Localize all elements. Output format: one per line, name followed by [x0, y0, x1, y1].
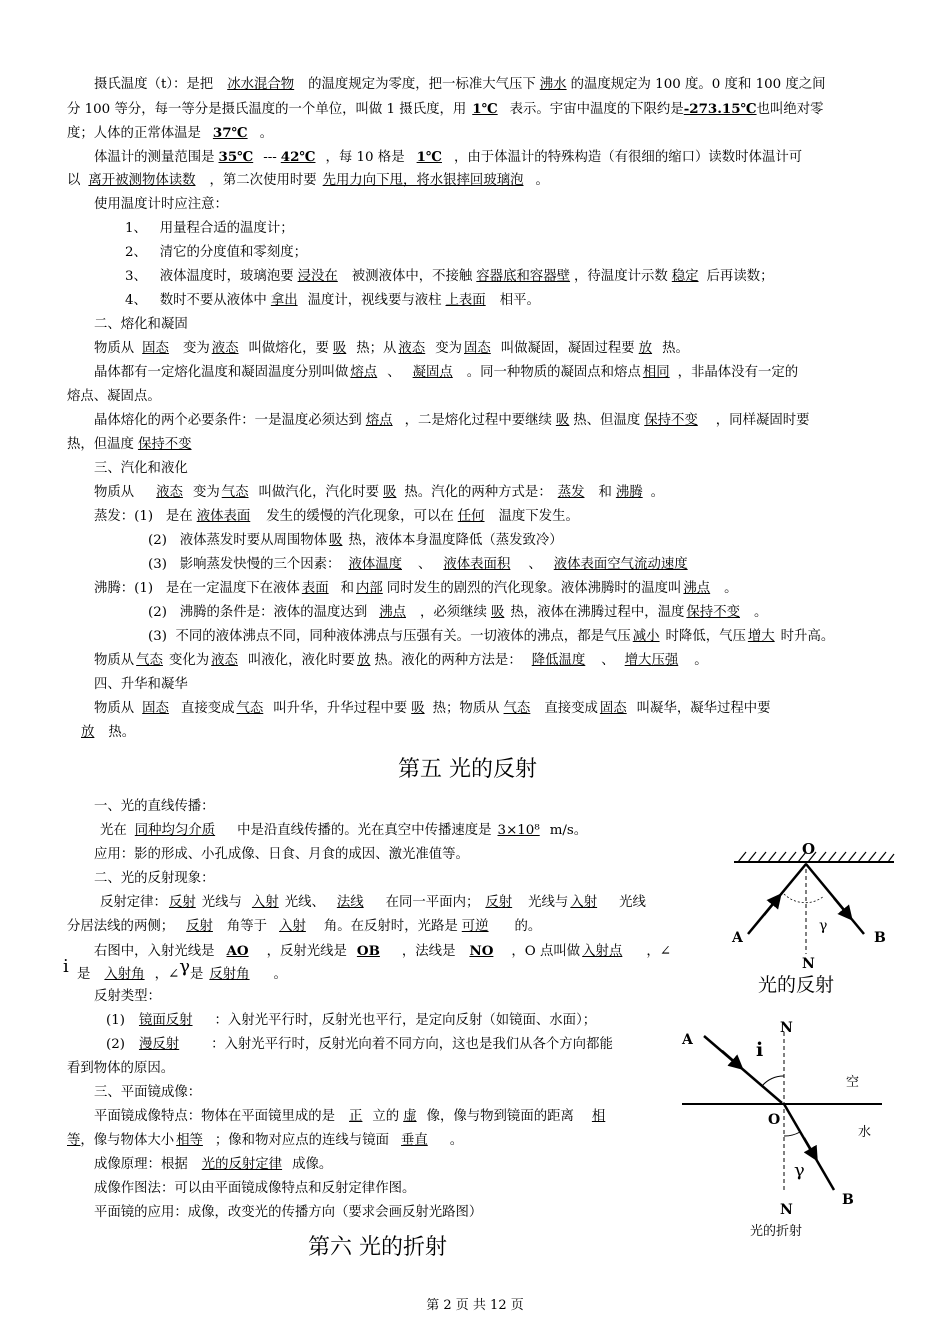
angle-arc	[784, 1132, 800, 1136]
blank-answer: 保持不变	[137, 437, 192, 452]
blank-answer: 虚	[403, 1109, 417, 1124]
label-a: A	[732, 930, 743, 946]
blank-answer: 固态	[142, 341, 169, 356]
blank-answer: 反射	[485, 895, 513, 910]
text-line: (3) 不同的液体沸点不同，同种液体沸点与压强有关。一切液体的沸点，都是气压 减小 时降低，气压 增大 时升高。	[148, 629, 835, 644]
text-line: 分居法线的两侧； 反射 角等于 入射 角。在反射时，光路是 可逆 的。	[67, 919, 542, 934]
blank-answer: 吸	[332, 341, 347, 356]
text-line: 平面镜成像特点：物体在平面镜里成的是 正 立的 虚 像，像与物到镜面的距离 相	[94, 1109, 606, 1124]
blank-answer: 3×10⁸	[497, 823, 540, 838]
arrow-icon	[804, 1138, 814, 1155]
blank-answer: 吸	[329, 533, 343, 548]
text-line: 分 100 等分，每一等分是摄氏温度的一个单位，叫做 1 摄氏度，用 1℃ 表示。宇宙中温度的下限约是-273.15℃也叫绝对零	[67, 101, 824, 117]
text-line: 体温计的测量范围是 35℃ --- 42℃ ，每 10 格是 1℃ ，由于体温计的特殊构造（有很细的缩口）读数时体温计可	[94, 149, 803, 165]
blank-answer: AO	[226, 943, 249, 959]
blank-answer: 1℃	[416, 149, 442, 165]
blank-answer: 保持不变	[686, 605, 740, 620]
text-line: 物质从 固态 直接变成 气态 叫升华，升华过程中要 吸 热；物质从 气态 直接变成 固态 叫凝华，凝华过程中要	[94, 701, 771, 716]
blank-answer: 凝固点	[412, 365, 453, 380]
blank-answer: 任何	[457, 509, 485, 524]
blank-answer: 吸	[490, 605, 505, 620]
blank-answer: 液体表面	[196, 509, 251, 524]
label-a: A	[682, 1032, 693, 1048]
blank-answer: 冰水混合物	[227, 77, 295, 92]
blank-answer: 吸	[411, 701, 425, 716]
label-n-bottom: N	[780, 1202, 793, 1218]
blank-answer: 反射	[186, 919, 213, 934]
blank-answer: 沸水	[539, 77, 567, 92]
blank-answer: 容器底和容器壁	[476, 269, 571, 284]
text-line: 使用温度计时应注意：	[94, 197, 228, 212]
blank-answer: 内部	[356, 581, 383, 596]
blank-answer: 可逆	[461, 919, 489, 934]
section-heading: 一、光的直线传播：	[94, 799, 215, 814]
page-footer: 第 2 页 共 12 页	[426, 1298, 524, 1313]
text-line: (1) 镜面反射 ：入射光平行时，反射光也平行，是定向反射（如镜面、水面）；	[106, 1013, 597, 1028]
blank-answer: 稳定	[671, 269, 699, 284]
blank-answer: 漫反射	[138, 1037, 180, 1052]
text-line: 反射定律： 反射 光线与 入射 光线、 法线 在同一平面内； 反射 光线与 入射 光线	[100, 895, 646, 910]
list-item: 4、 数时不要从液体中 拿出 温度计，视线要与液柱 上表面 相平。	[125, 293, 540, 308]
blank-answer: 法线	[336, 895, 364, 910]
text-line: (2) 液体蒸发时要从周围物体 吸 热，液体本身温度降低（蒸发致冷）	[148, 533, 563, 548]
blank-answer: 液态	[398, 341, 426, 356]
figure-caption: 光的折射	[750, 1224, 803, 1239]
text-line: 应用：影的形成、小孔成像、日食、月食的成因、激光准值等。	[94, 847, 469, 862]
blank-answer: 入射	[570, 895, 598, 910]
blank-answer: 吸	[555, 413, 570, 428]
section-heading: 四、升华和凝华	[94, 677, 188, 692]
blank-answer: 放	[81, 725, 95, 740]
blank-answer: 增大	[747, 629, 775, 644]
blank-answer: 拿出	[270, 293, 298, 308]
blank-answer: 放	[638, 341, 653, 356]
text-line: 物质从 液态 变为 气态 叫做汽化，汽化时要 吸 热。汽化的两种方式是： 蒸发 和 沸腾 。	[94, 485, 665, 500]
angle-arc	[762, 1076, 784, 1086]
text-line: 看到物体的原因。	[67, 1061, 175, 1076]
text-line: 以 离开被测物体读数 ，第二次使用时要 先用力向下甩，将水银摔回玻璃泡 。	[67, 173, 549, 188]
blank-answer: 气态	[136, 653, 163, 668]
text-line: 成像作图法：可以由平面镜成像特点和反射定律作图。	[94, 1181, 416, 1196]
blank-answer: 降低温度	[531, 653, 586, 668]
figure-caption: 光的反射	[758, 974, 835, 996]
blank-answer: 等	[67, 1133, 81, 1148]
blank-answer: 先用力向下甩，将水银摔回玻璃泡	[322, 173, 524, 188]
blank-answer: 离开被测物体读数	[88, 173, 196, 188]
blank-answer: 吸	[383, 485, 397, 500]
text-line: 物质从 固态 变为 液态 叫做熔化，要 吸 热；从 液态 变为 固态 叫做凝固，凝固过程要 放 热。	[94, 341, 689, 356]
angle-arc	[784, 894, 824, 903]
list-item: 3、 液体温度时，玻璃泡要 浸没在 被测液体中，不接触 容器底和容器壁 ，待温度计示数 稳定 后再读数；	[125, 269, 774, 284]
blank-answer: 液态	[211, 653, 238, 668]
blank-answer: 同种均匀介质	[134, 823, 216, 838]
blank-answer: 正	[349, 1109, 363, 1124]
blank-answer: 保持不变	[644, 413, 698, 428]
text-line: 沸腾：(1) 是在一定温度下在液体 表面 和 内部 同时发生的剧烈的汽化现象。液体沸腾时的温度叫 沸点 。	[94, 581, 738, 596]
blank-answer: 熔点	[365, 413, 393, 428]
blank-answer: 入射点	[582, 944, 623, 959]
section-heading: 三、平面镜成像：	[94, 1085, 202, 1100]
arrow-icon	[722, 1051, 738, 1065]
blank-answer: 气态	[221, 485, 249, 500]
blank-answer: 1℃	[472, 101, 498, 117]
blank-answer: 光的反射定律	[201, 1157, 283, 1172]
chapter-title: 第五 光的反射	[398, 757, 537, 782]
incident-ray	[704, 1036, 782, 1103]
blank-answer: 入射角	[104, 967, 145, 982]
text-line: 物质从 气态 变化为 液态 叫液化，液化时要 放 热。液化的两种方法是： 降低温度 、 增大压强 。	[94, 653, 708, 668]
label-water: 水	[858, 1125, 872, 1140]
blank-answer: 沸点	[379, 605, 406, 620]
blank-answer: 气态	[236, 701, 264, 716]
blank-answer: 液体表面积	[443, 557, 511, 572]
blank-answer: 增大压强	[624, 653, 679, 668]
label-o: O	[802, 840, 816, 858]
text-line: 反射类型：	[94, 989, 161, 1004]
text-line: 晶体熔化的两个必要条件：一是温度必须达到 熔点 ，二是熔化过程中要继续 吸 热、但温度 保持不变 ，同样凝固时要	[94, 413, 810, 428]
text-line: 蒸发：(1) 是在 液体表面 发生的缓慢的汽化现象，可以在 任何 温度下发生。	[94, 509, 579, 524]
blank-answer: -273.15℃	[683, 101, 757, 117]
blank-answer: 37℃	[212, 125, 248, 141]
label-air: 空	[846, 1075, 860, 1090]
refraction-diagram	[676, 1014, 886, 1234]
text-line: i 是 入射角 ，∠γ是 反射角 。	[63, 956, 287, 982]
reflection-diagram	[724, 834, 904, 974]
blank-answer: 熔点	[350, 365, 378, 380]
blank-answer: 固态	[463, 341, 491, 356]
blank-answer: 相同	[642, 365, 670, 380]
blank-answer: 垂直	[400, 1133, 428, 1148]
blank-answer: 放	[357, 653, 371, 668]
text-line: 热，但温度 保持不变	[67, 434, 206, 456]
arrow-icon	[834, 898, 848, 915]
text-line: 成像原理：根据 光的反射定律 成像。	[94, 1157, 333, 1172]
blank-answer: 固态	[142, 701, 169, 716]
label-b: B	[842, 1192, 854, 1208]
blank-answer: 入射	[279, 919, 306, 934]
section-heading: 三、汽化和液化	[94, 461, 188, 476]
label-gamma: γ	[819, 918, 828, 934]
label-o: O	[768, 1112, 781, 1128]
blank-answer: OB	[356, 943, 380, 959]
blank-answer: 反射角	[209, 967, 250, 982]
label-gamma: γ	[794, 1160, 805, 1181]
text-line: 晶体都有一定熔化温度和凝固温度分别叫做 熔点 、 凝固点 。同一种物质的凝固点和熔点 相同 ，非晶体没有一定的	[94, 365, 799, 380]
label-n: N	[802, 956, 815, 972]
section-heading: 二、熔化和凝固	[94, 317, 188, 332]
text-line: (2) 沸腾的条件是：液体的温度达到 沸点 ，必须继续 吸 热，液体在沸腾过程中，温度 保持不变 。	[148, 605, 768, 620]
label-i: i	[756, 1039, 764, 1061]
text-line: 放 热。	[67, 722, 135, 744]
text-line: 平面镜的应用：成像，改变光的传播方向（要求会画反射光路图）	[94, 1205, 483, 1220]
blank-answer: 镜面反射	[138, 1013, 193, 1028]
blank-answer: NO	[469, 943, 494, 959]
text-line: 等，像与物体大小 相等 ；像和物对应点的连线与镜面 垂直 。	[67, 1133, 464, 1148]
text-line: 右图中，入射光线是 AO ，反射光线是 OB ，法线是 NO ，O 点叫做 入射点 ，∠	[94, 943, 671, 959]
label-b: B	[874, 930, 886, 946]
blank-answer: 气态	[503, 701, 531, 716]
blank-answer: 入射	[251, 895, 279, 910]
text-line: 熔点、凝固点。	[67, 389, 161, 404]
blank-answer: 相	[591, 1109, 606, 1124]
list-item: 1、 用量程合适的温度计；	[125, 221, 294, 236]
blank-answer: 减小	[632, 629, 660, 644]
chapter-title: 第六 光的折射	[308, 1235, 447, 1260]
blank-answer: 反射	[168, 895, 196, 910]
blank-answer: 液态	[156, 485, 183, 500]
blank-answer: 35℃	[218, 149, 254, 165]
text-line: 摄氏温度（t）：是把 冰水混合物 的温度规定为零度，把一标准大气压下 沸水 的温度规定为 100 度。0 度和 100 度之间	[94, 77, 826, 92]
blank-answer: 沸腾	[615, 485, 643, 500]
blank-answer: 相等	[176, 1133, 203, 1148]
text-line: (2) 漫反射 ：入射光平行时，反射光向着不同方向，这也是我们从各个方向都能	[106, 1037, 613, 1052]
blank-answer: 蒸发	[557, 485, 585, 500]
label-n-top: N	[780, 1020, 793, 1036]
blank-answer: 液态	[211, 341, 239, 356]
blank-answer: 上表面	[445, 293, 486, 308]
blank-answer: 液体温度	[348, 557, 402, 572]
text-line: 度；人体的正常体温是 37℃ 。	[67, 125, 273, 141]
blank-answer: 表面	[301, 581, 329, 596]
section-heading: 二、光的反射现象：	[94, 871, 215, 886]
blank-answer: 42℃	[280, 149, 316, 165]
arrow-icon	[764, 899, 777, 915]
blank-answer: 浸没在	[297, 269, 338, 284]
list-item: 2、 清它的分度值和零刻度；	[125, 245, 307, 260]
text-line: (3) 影响蒸发快慢的三个因素： 液体温度 、 液体表面积 、 液体表面空气流动速度	[148, 554, 718, 576]
blank-answer: 固态	[599, 701, 627, 716]
blank-answer: 液体表面空气流动速度	[553, 557, 688, 572]
blank-answer: 沸点	[683, 581, 711, 596]
text-line: 光在 同种均匀介质 中是沿直线传播的。光在真空中传播速度是 3×10⁸ m/s。	[100, 823, 588, 838]
